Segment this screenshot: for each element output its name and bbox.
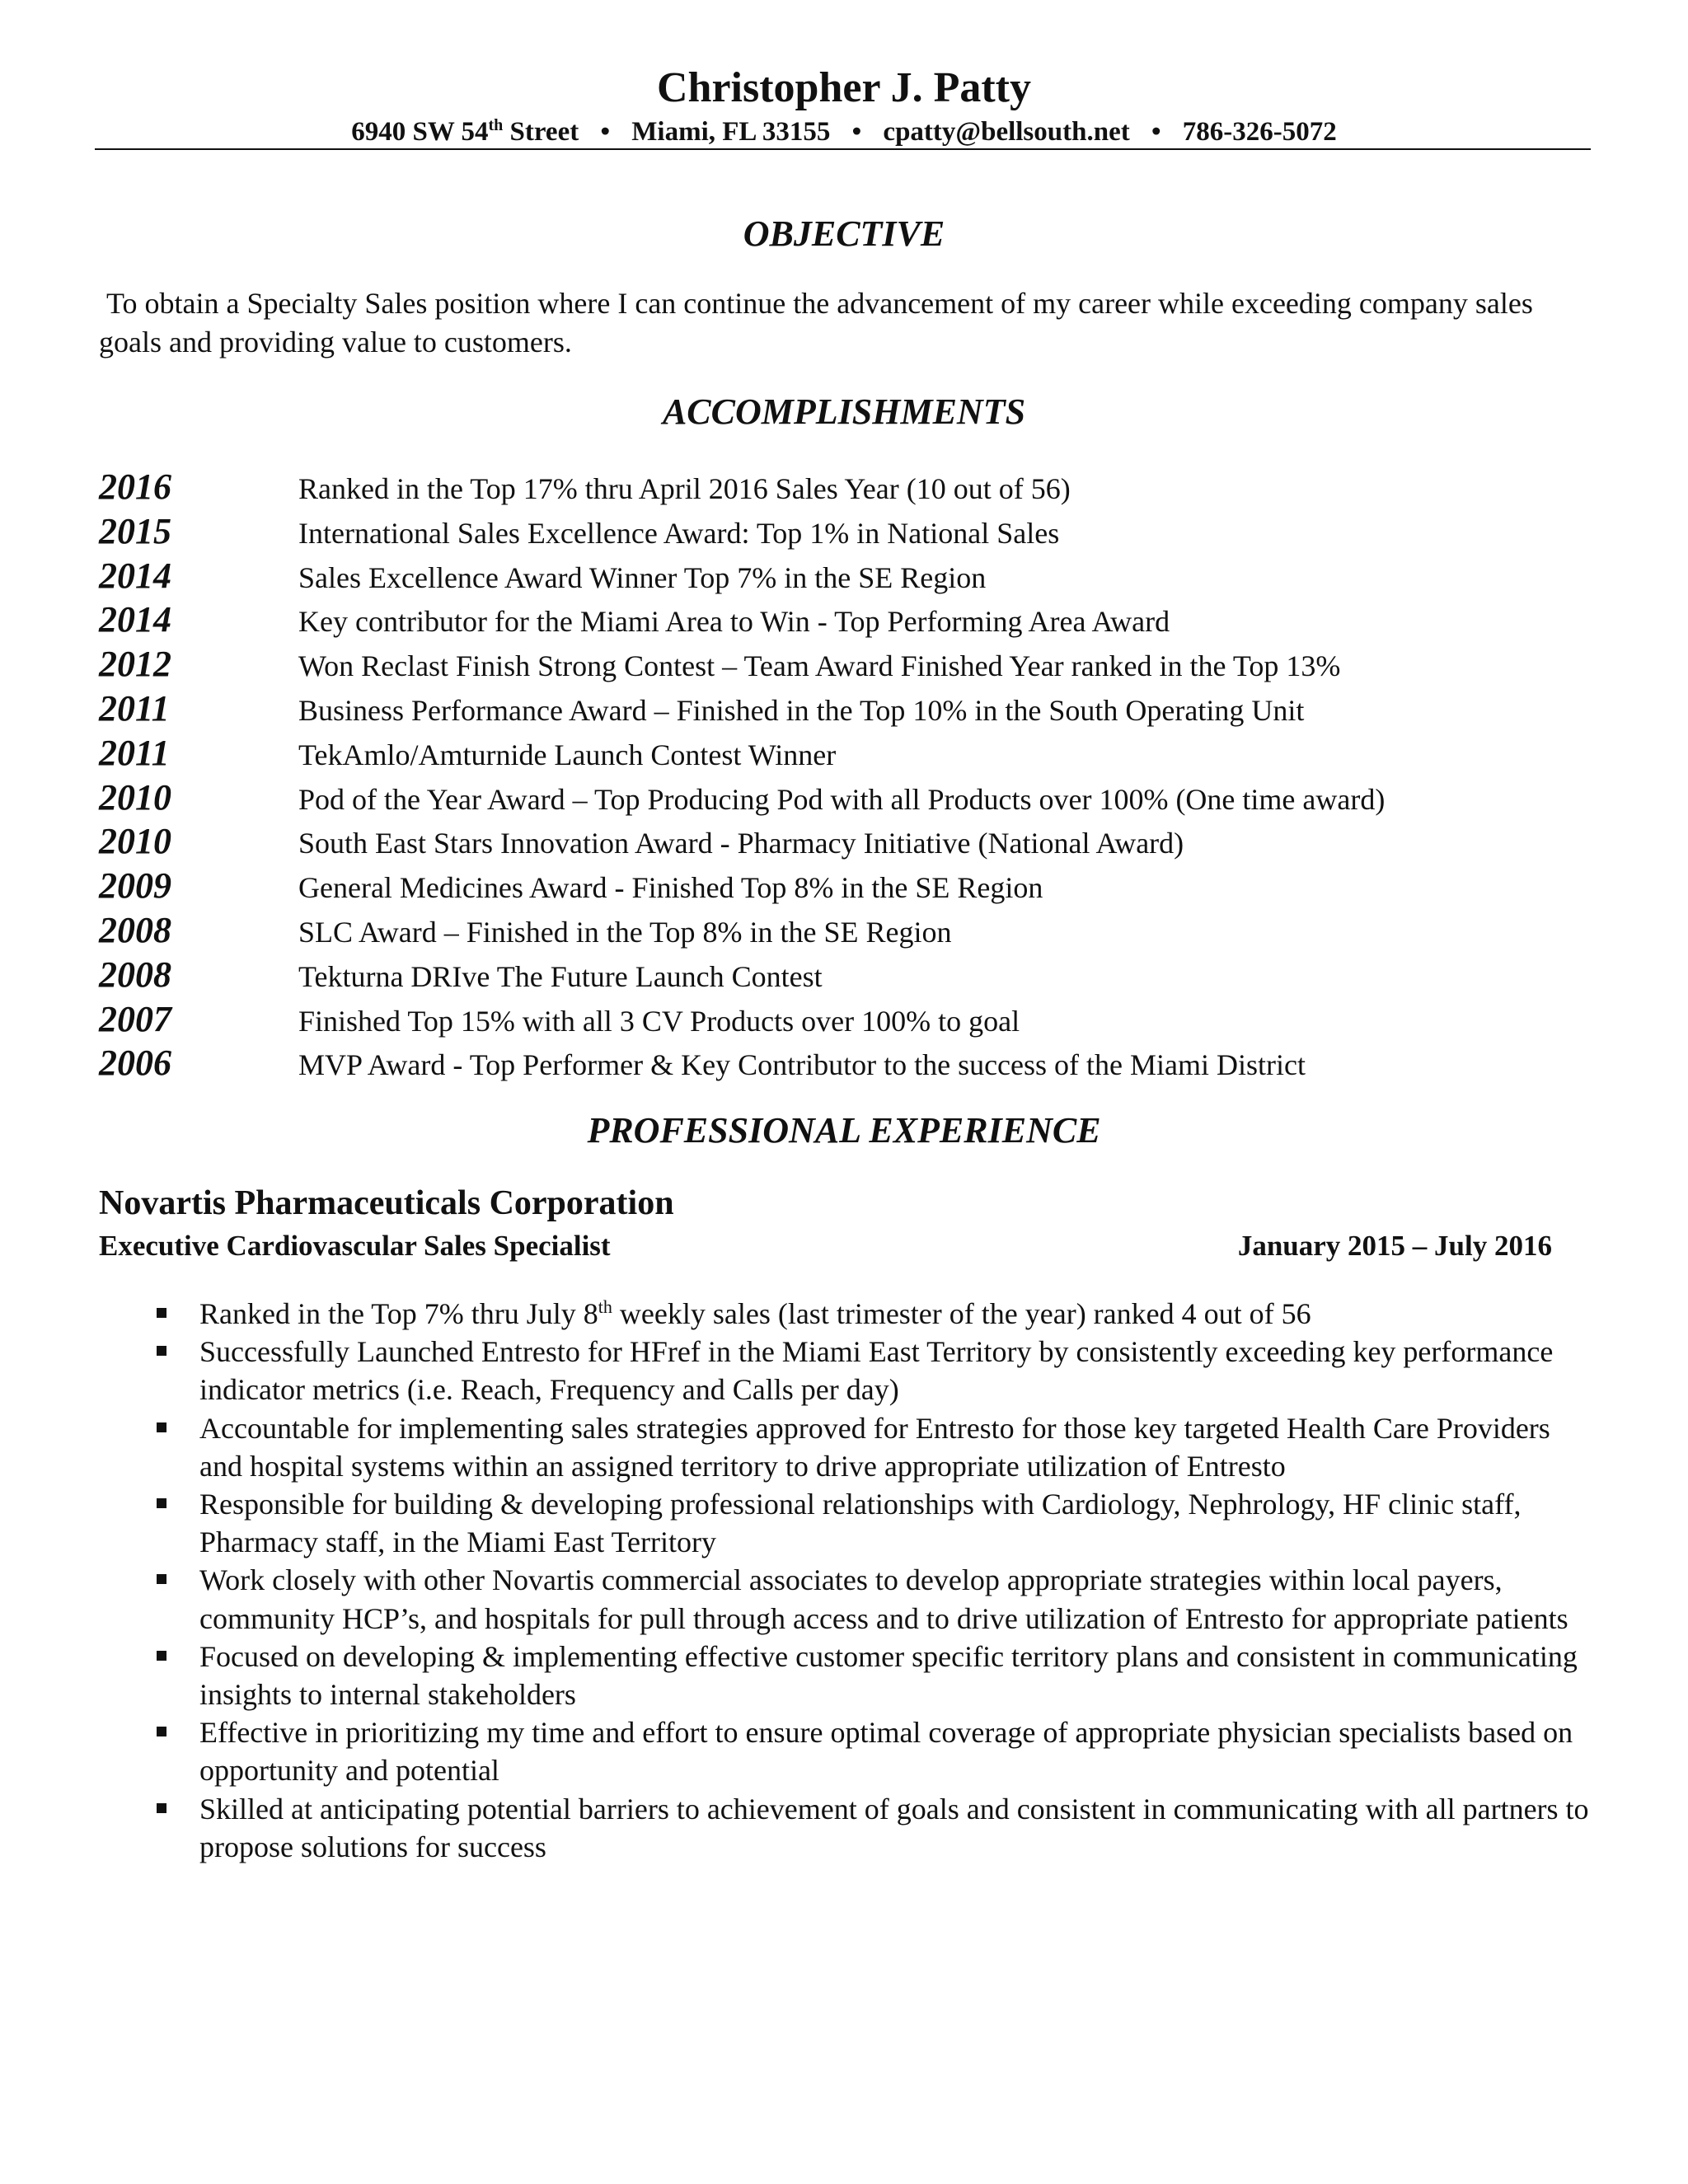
candidate-name: Christopher J. Patty <box>656 64 1031 111</box>
accomplishment-text: Ranked in the Top 17% thru April 2016 Sales Year (10 out of 56) <box>298 472 1071 505</box>
accomplishment-row <box>99 864 1599 908</box>
separator-dot: • <box>851 117 862 147</box>
bullet-square-icon <box>157 1651 166 1661</box>
accomplishment-row <box>99 819 1599 864</box>
list-item: Work closely with other Novartis commercial associates to develop appropriate strategies within local payers, community HCP’s, and hospitals for pull through access and to drive utilization of Entresto for appropriate patients <box>150 1561 1592 1637</box>
accomplishment-text: International Sales Excellence Award: Top 1% in National Sales <box>298 516 1060 550</box>
accomplishment-year: 2010 <box>99 776 171 818</box>
accomplishment-row <box>99 554 1599 598</box>
accomplishment-row <box>99 687 1599 731</box>
accomplishment-text: TekAmlo/Amturnide Launch Contest Winner <box>298 738 837 771</box>
accomplishment-text: MVP Award - Top Performer & Key Contributor to the success of the Miami District <box>298 1048 1306 1082</box>
accomplishment-year: 2008 <box>99 909 171 950</box>
list-item: Skilled at anticipating potential barriers to achievement of goals and consistent in communicating with all partners to propose solutions for success <box>150 1790 1592 1866</box>
accomplishment-year: 2016 <box>99 466 171 507</box>
accomplishment-year: 2012 <box>99 644 171 685</box>
accomplishment-text: Sales Excellence Award Winner Top 7% in the SE Region <box>298 560 987 594</box>
contact-line <box>0 114 1688 150</box>
list-item: Accountable for implementing sales strategies approved for Entresto for those key targeted Health Care Providers and hospital systems within an assigned territory to drive appropriate utilization of Entresto <box>150 1409 1592 1485</box>
company-name: Novartis Pharmaceuticals Corporation <box>99 1184 674 1222</box>
responsibilities-list <box>150 1295 1592 1866</box>
accomplishment-text: General Medicines Award - Finished Top 8% in the SE Region <box>298 871 1043 905</box>
header-divider <box>95 148 1591 150</box>
accomplishment-year: 2007 <box>99 998 171 1039</box>
accomplishment-year: 2014 <box>99 555 171 596</box>
experience-heading: PROFESSIONAL EXPERIENCE <box>587 1110 1101 1151</box>
accomplishment-row <box>99 731 1599 776</box>
accomplishment-row <box>99 1041 1599 1085</box>
objective-heading: OBJECTIVE <box>743 213 945 254</box>
accomplishment-year: 2011 <box>99 687 170 729</box>
separator-dot: • <box>600 117 611 147</box>
accomplishment-row <box>99 953 1599 997</box>
list-item: Ranked in the Top 7% thru July 8th weekly sales (last trimester of the year) ranked 4 out of 56 <box>150 1295 1592 1333</box>
accomplishment-year: 2014 <box>99 599 171 640</box>
list-item: Successfully Launched Entresto for HFref in the Miami East Territory by consistently exceeding key performance indicator metrics (i.e. Reach, Frequency and Calls per day) <box>150 1333 1592 1408</box>
accomplishment-year: 2006 <box>99 1043 171 1084</box>
accomplishment-text: Key contributor for the Miami Area to Win - Top Performing Area Award <box>298 605 1170 639</box>
accomplishment-row <box>99 598 1599 642</box>
list-item: Effective in prioritizing my time and effort to ensure optimal coverage of appropriate physician specialists based on opportunity and potential <box>150 1713 1592 1789</box>
accomplishment-year: 2015 <box>99 510 171 551</box>
accomplishment-text: Finished Top 15% with all 3 CV Products over 100% to goal <box>298 1004 1020 1038</box>
accomplishment-text: Pod of the Year Award – Top Producing Pod with all Products over 100% (One time award) <box>298 782 1386 816</box>
accomplishment-row <box>99 997 1599 1042</box>
accomplishment-row <box>99 465 1599 509</box>
accomplishment-text: Won Reclast Finish Strong Contest – Team Award Finished Year ranked in the Top 13% <box>298 649 1341 683</box>
accomplishment-row <box>99 509 1599 554</box>
job-title: Executive Cardiovascular Sales Specialist <box>99 1230 611 1262</box>
bullet-square-icon <box>157 1346 166 1356</box>
bullet-square-icon <box>157 1727 166 1736</box>
accomplishment-text: Tekturna DRIve The Future Launch Contest <box>298 959 823 993</box>
accomplishment-year: 2010 <box>99 821 171 862</box>
accomplishments-list <box>99 465 1599 1085</box>
street-address: 6940 SW 54th Street <box>351 116 579 147</box>
accomplishment-year: 2008 <box>99 954 171 995</box>
bullet-square-icon <box>157 1574 166 1584</box>
bullet-square-icon <box>157 1498 166 1508</box>
accomplishment-text: SLC Award – Finished in the Top 8% in the SE Region <box>298 915 952 949</box>
accomplishment-year: 2009 <box>99 865 171 907</box>
list-item: Focused on developing & implementing effective customer specific territory plans and consistent in communicating insights to internal stakeholders <box>150 1638 1592 1713</box>
job-dates: January 2015 – July 2016 <box>1237 1230 1552 1262</box>
accomplishment-row <box>99 776 1599 820</box>
accomplishment-row <box>99 908 1599 953</box>
bullet-square-icon <box>157 1308 166 1318</box>
city-state-zip: Miami, FL 33155 <box>631 117 831 147</box>
objective-text: To obtain a Specialty Sales position where I can continue the advancement of my career while exceeding company sales goals and providing value to customers. <box>99 287 1533 359</box>
bullet-square-icon <box>157 1422 166 1432</box>
accomplishments-heading: ACCOMPLISHMENTS <box>662 391 1026 432</box>
phone-number: 786-326-5072 <box>1182 117 1337 147</box>
list-item: Responsible for building & developing professional relationships with Cardiology, Nephrology, HF clinic staff, Pharmacy staff, in the Miami East Territory <box>150 1485 1592 1561</box>
accomplishment-text: Business Performance Award – Finished in the Top 10% in the South Operating Unit <box>298 693 1305 727</box>
bullet-square-icon <box>157 1803 166 1813</box>
accomplishment-year: 2011 <box>99 732 170 773</box>
accomplishment-row <box>99 642 1599 687</box>
email-address: cpatty@bellsouth.net <box>883 117 1130 147</box>
separator-dot: • <box>1151 117 1161 147</box>
accomplishment-text: South East Stars Innovation Award - Pharmacy Initiative (National Award) <box>298 827 1184 860</box>
